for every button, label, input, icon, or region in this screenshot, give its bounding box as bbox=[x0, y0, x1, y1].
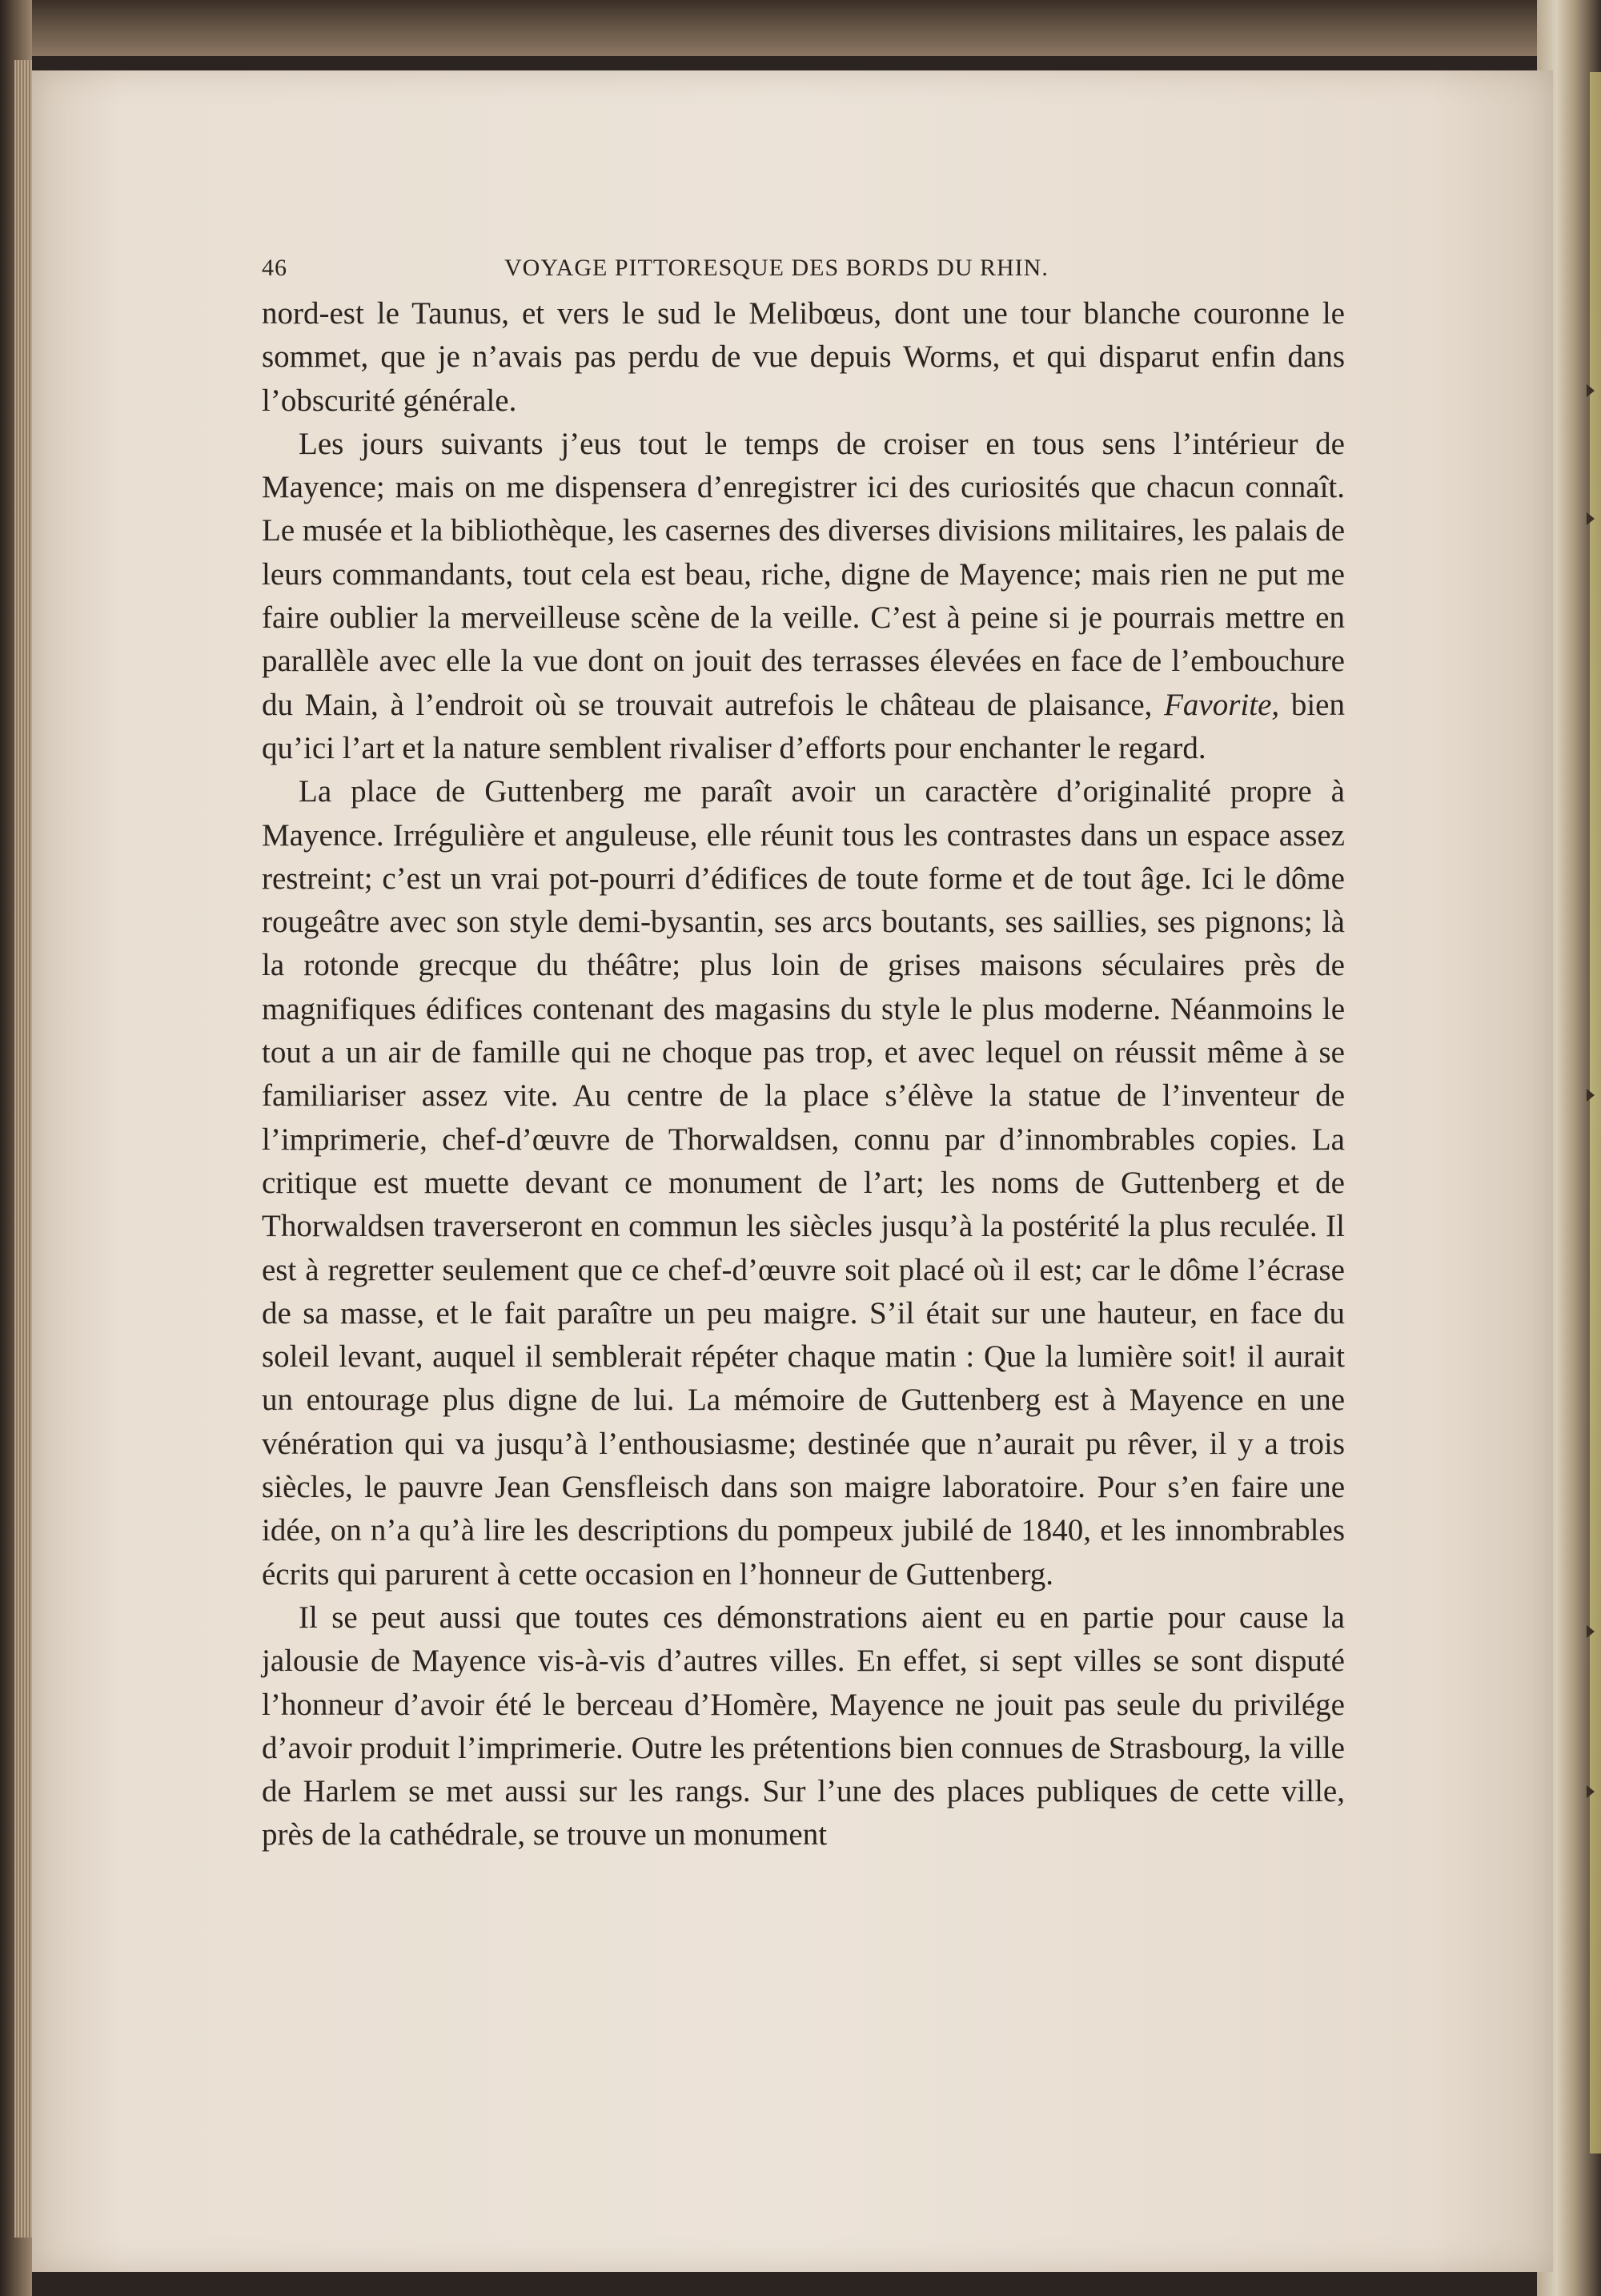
paragraph-3: La place de Guttenberg me paraît avoir un caractère d’originalité propre à Mayence. Irrégulière et anguleuse, elle réunit tous les contrastes dans un espace assez restreint; c’est un vrai pot-pourri d’édifices de toute forme et de tout âge. Ici le dôme rougeâtre avec son style demi-bysantin, ses arcs boutants, ses saillies, ses pignons; là la rotonde grecque du théâtre; plus loin de grises maisons séculaires près de magnifiques édifices contenant des magasins du style le plus moderne. Néanmoins le tout a un air de famille qui ne choque pas trop, et avec lequel on réussit même à se familiariser assez vite. Au centre de la place s’élève la statue de l’inventeur de l’imprimerie, chef-d’œuvre de Thorwaldsen, connu par d’innombrables copies. La critique est muette devant ce monument de l’art; les noms de Guttenberg et de Thorwaldsen traverseront en commun les siècles jusqu’à la postérité la plus reculée. Il est à regretter seulement que ce chef-d’œuvre soit placé où il est; car le dôme l’écrase de sa masse, et le fait paraître un peu maigre. S’il était sur une hauteur, en face du soleil levant, auquel il semblerait répéter chaque matin : Que la lumière soit! il aurait un entourage plus digne de lui. La mémoire de Guttenberg est à Mayence en une vénération qui va jusqu’à l’enthousiasme; destinée que n’aurait pu rêver, il y a trois siècles, le pauvre Jean Gensfleisch dans son maigre laboratoire. Pour s’en faire une idée, on n’a qu’à lire les descriptions du pompeux jubilé de 1840, et les innombrables écrits qui parurent à cette occasion en l’honneur de Guttenberg. bbox=[262, 774, 1345, 1592]
running-title: VOYAGE PITTORESQUE DES BORDS DU RHIN. bbox=[504, 255, 1049, 281]
page-edges-left bbox=[14, 60, 32, 2238]
page-number: 46 bbox=[262, 255, 287, 281]
text-block bbox=[262, 292, 1345, 1857]
running-head bbox=[262, 255, 1102, 290]
paragraph-2-text-b: bien qu’ici l’art et la nature semblent rivaliser d’efforts pour enchanter le regard. bbox=[262, 687, 1345, 765]
paragraph-2-text-a: Les jours suivants j’eus tout le temps de croiser en tous sens l’intérieur de Mayence; mais on me dispensera d’enregistrer ici des curiosités que chacun connaît. Le musée et la bibliothèque, les casernes des diverses divisions militaires, les palais de leurs commandants, tout cela est beau, riche, digne de Mayence; mais rien ne put me faire oublier la merveilleuse scène de la veille. C’est à peine si je pourrais mettre en parallèle avec elle la vue dont on jouit des terrasses élevées en face de l’embouchure du Main, à l’endroit où se trouvait autrefois le château de plaisance, bbox=[262, 426, 1345, 722]
paragraph-4: Il se peut aussi que toutes ces démonstrations aient eu en partie pour cause la jalousie de Mayence vis-à-vis d’autres villes. En effet, si sept villes se sont disputé l’honneur d’avoir été le berceau d’Homère, Mayence ne jouit pas seule du privilége d’avoir produit l’imprimerie. Outre les prétentions bien connues de Strasbourg, la ville de Harlem se met aussi sur les rangs. Sur l’une des places publiques de cette ville, près de la cathédrale, se trouve un monument bbox=[262, 1600, 1345, 1852]
italic-title-favorite: Favorite, bbox=[1164, 687, 1280, 722]
paragraph-1: nord-est le Taunus, et vers le sud le Melibœus, dont une tour blanche couronne le sommet, que je n’avais pas perdu de vue depuis Worms, et qui disparut enfin dans l’obscurité générale. bbox=[262, 296, 1345, 418]
paragraph-2 bbox=[262, 423, 1345, 770]
book-cover-top bbox=[0, 0, 1601, 56]
page-edge-tab bbox=[1590, 72, 1601, 2154]
